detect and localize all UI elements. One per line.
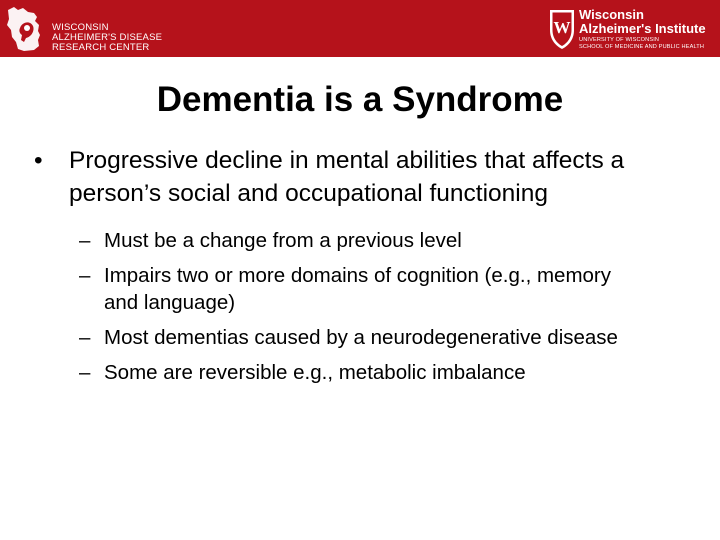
crest-letter: W	[553, 18, 571, 37]
wadrc-logo	[4, 4, 214, 54]
wadrc-line-1: WISCONSIN	[52, 22, 109, 33]
sub-bullet-item	[69, 324, 644, 351]
sub-bullet-marker: –	[79, 326, 91, 349]
wai-sub-line-2: SCHOOL OF MEDICINE AND PUBLIC HEALTH	[579, 43, 705, 50]
sub-bullet-item	[69, 359, 644, 386]
bullet-marker: •	[34, 147, 43, 174]
bullet-text: Progressive decline in mental abilities that affects a person’s social and occupational functioning	[69, 147, 625, 207]
sub-bullet-text: Most dementias caused by a neurodegenerative disease	[104, 326, 618, 349]
wai-title	[579, 8, 706, 36]
wai-title-line-2: Alzheimer's Institute	[579, 21, 706, 36]
header-bar	[0, 0, 720, 57]
sub-bullet-item	[69, 227, 644, 254]
wadrc-line-3: RESEARCH CENTER	[52, 42, 150, 53]
sub-bullet-text: Some are reversible e.g., metabolic imbalance	[104, 361, 526, 384]
sub-bullet-marker: –	[79, 264, 91, 287]
wai-title-line-1: Wisconsin	[579, 7, 644, 22]
wai-subtitle	[579, 37, 704, 50]
wai-sub-line-1: UNIVERSITY OF WISCONSIN	[579, 37, 660, 43]
sub-bullet-text: Impairs two or more domains of cognition (e.g., memory and language)	[104, 264, 611, 314]
slide-title: Dementia is a Syndrome	[156, 80, 564, 119]
bullet-item	[30, 144, 690, 386]
sub-bullet-item	[69, 262, 644, 316]
wai-logo	[548, 6, 718, 52]
bullet-list	[30, 144, 690, 394]
sub-bullet-text: Must be a change from a previous level	[104, 229, 462, 252]
wadrc-line-2: ALZHEIMER'S DISEASE	[52, 32, 163, 43]
sub-bullet-list	[69, 227, 690, 386]
uw-crest-icon	[548, 6, 576, 50]
sub-bullet-marker: –	[79, 361, 91, 384]
wadrc-logo-text	[52, 23, 162, 53]
wisconsin-state-icon	[4, 4, 50, 54]
sub-bullet-marker: –	[79, 229, 91, 252]
